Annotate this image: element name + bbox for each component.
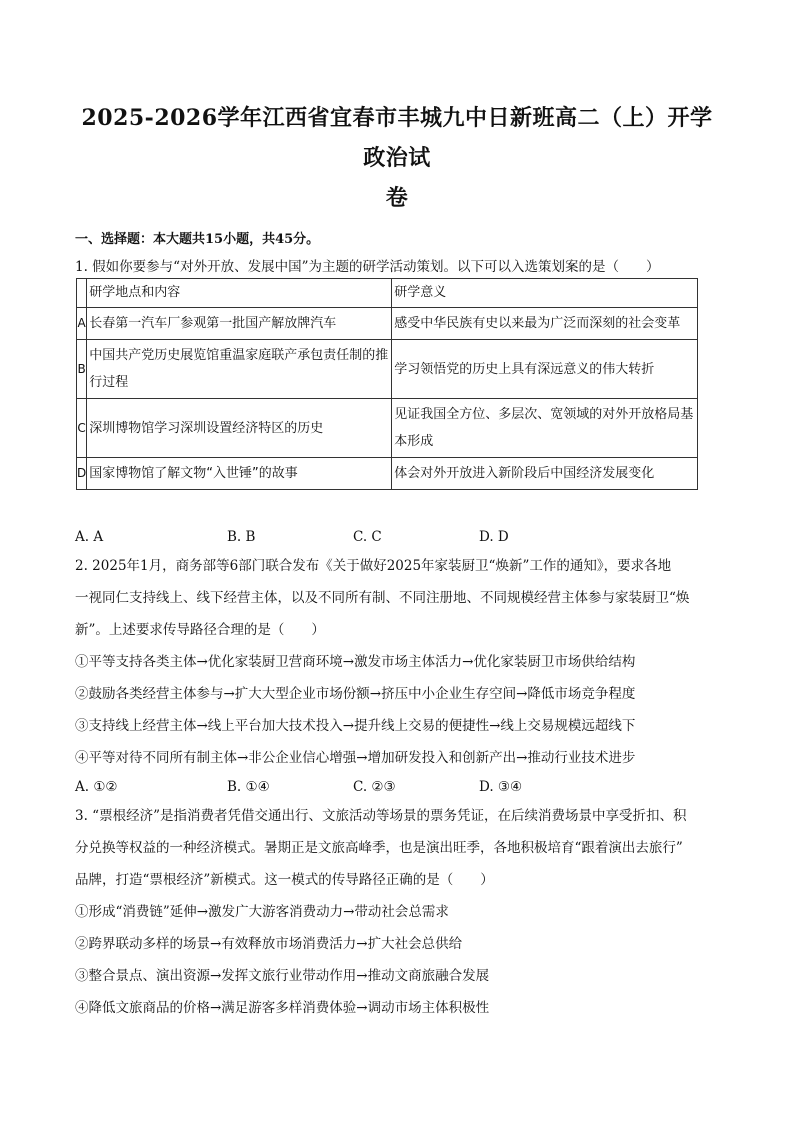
question-2-stem-line: 2. 2025年1月，商务部等6部门联合发布《关于做好2025年家装厨卫“焕新”工作的通知》，要求各地 bbox=[75, 558, 672, 574]
question-1-stem: 1. 假如你要参与“对外开放、发展中国”为主题的研学活动策划。以下可以入选策划案的是（ ） bbox=[75, 259, 660, 275]
question-3-item: ①形成“消费链”延伸→激发广大游客消费动力→带动社会总需求 bbox=[75, 904, 449, 920]
question-2-stem bbox=[75, 550, 719, 646]
choice-c[interactable]: C. ②③ bbox=[353, 779, 396, 795]
question-2-stem-line: 新”。上述要求传导路径合理的是（ ） bbox=[75, 622, 325, 638]
exam-title-line1: 2025-2026学年江西省宜春市丰城九中日新班高二（上）开学政治试 bbox=[81, 105, 713, 171]
section-heading: 一、选择题：本大题共15小题，共45分。 bbox=[75, 232, 320, 247]
table-row-place: 国家博物馆了解文物“入世锤”的故事 bbox=[87, 458, 392, 490]
table-row-place: 深圳博物馆学习深圳设置经济特区的历史 bbox=[87, 399, 392, 458]
table-row-option: B bbox=[77, 340, 87, 399]
table-row-option: C bbox=[77, 399, 87, 458]
table-row bbox=[77, 308, 698, 340]
table-row-place: 长春第一汽车厂参观第一批国产解放牌汽车 bbox=[87, 308, 392, 340]
question-2-stem-line: 一视同仁支持线上、线下经营主体，以及不同所有制、不同注册地、不同规模经营主体参与家装厨卫“焕 bbox=[75, 590, 690, 606]
table-row-meaning: 体会对外开放进入新阶段后中国经济发展变化 bbox=[392, 458, 698, 490]
question-2-item: ④平等对待不同所有制主体→非公企业信心增强→增加研发投入和创新产出→推动行业技术进步 bbox=[75, 750, 636, 766]
choice-a[interactable]: A. A bbox=[75, 529, 104, 545]
choice-c[interactable]: C. C bbox=[353, 529, 382, 545]
table-row bbox=[77, 458, 698, 490]
table-header-row bbox=[77, 279, 698, 308]
table-header-place: 研学地点和内容 bbox=[87, 279, 392, 308]
question-3-stem bbox=[75, 800, 719, 896]
question-1-choices bbox=[75, 524, 719, 550]
table-row-place: 中国共产党历史展览馆重温家庭联产承包责任制的推行过程 bbox=[87, 340, 392, 399]
table-row-meaning: 感受中华民族有史以来最为广泛而深刻的社会变革 bbox=[392, 308, 698, 340]
choice-d[interactable]: D. D bbox=[479, 529, 509, 545]
question-2-item: ①平等支持各类主体→优化家装厨卫营商环境→激发市场主体活力→优化家装厨卫市场供给结构 bbox=[75, 654, 636, 670]
choice-a[interactable]: A. ①② bbox=[75, 779, 118, 795]
question-2-item: ②鼓励各类经营主体参与→扩大大型企业市场份额→挤压中小企业生存空间→降低市场竞争程度 bbox=[75, 686, 636, 702]
table-row-meaning: 学习领悟党的历史上具有深远意义的伟大转折 bbox=[392, 340, 698, 399]
question-3-stem-line: 3. “票根经济”是指消费者凭借交通出行、文旅活动等场景的票务凭证，在后续消费场景中享受折扣、积 bbox=[75, 808, 687, 824]
exam-title-line2: 卷 bbox=[385, 185, 409, 211]
table-row bbox=[77, 340, 698, 399]
choice-b[interactable]: B. B bbox=[227, 529, 256, 545]
table-header-meaning: 研学意义 bbox=[392, 279, 698, 308]
exam-title bbox=[75, 0, 719, 218]
question-3-item: ④降低文旅商品的价格→满足游客多样消费体验→调动市场主体积极性 bbox=[75, 1000, 490, 1016]
question-2-item: ③支持线上经营主体→线上平台加大技术投入→提升线上交易的便捷性→线上交易规模远超线下 bbox=[75, 718, 636, 734]
question-3-stem-line: 分兑换等权益的一种经济模式。暑期正是文旅高峰季，也是演出旺季，各地积极培育“跟着演出去旅行” bbox=[75, 840, 683, 856]
choice-d[interactable]: D. ③④ bbox=[479, 779, 523, 795]
question-2-choices bbox=[75, 774, 719, 800]
table-row bbox=[77, 399, 698, 458]
table-row-meaning: 见证我国全方位、多层次、宽领域的对外开放格局基本形成 bbox=[392, 399, 698, 458]
question-3-item: ②跨界联动多样的场景→有效释放市场消费活力→扩大社会总供给 bbox=[75, 936, 463, 952]
choice-b[interactable]: B. ①④ bbox=[227, 779, 270, 795]
question-3-stem-line: 品牌，打造“票根经济”新模式。这一模式的传导路径正确的是（ ） bbox=[75, 872, 494, 888]
table-row-option: A bbox=[77, 308, 87, 340]
question-3-item: ③整合景点、演出资源→发挥文旅行业带动作用→推动文商旅融合发展 bbox=[75, 968, 490, 984]
research-table bbox=[76, 278, 698, 490]
table-header-blank bbox=[77, 279, 87, 308]
table-row-option: D bbox=[77, 458, 87, 490]
